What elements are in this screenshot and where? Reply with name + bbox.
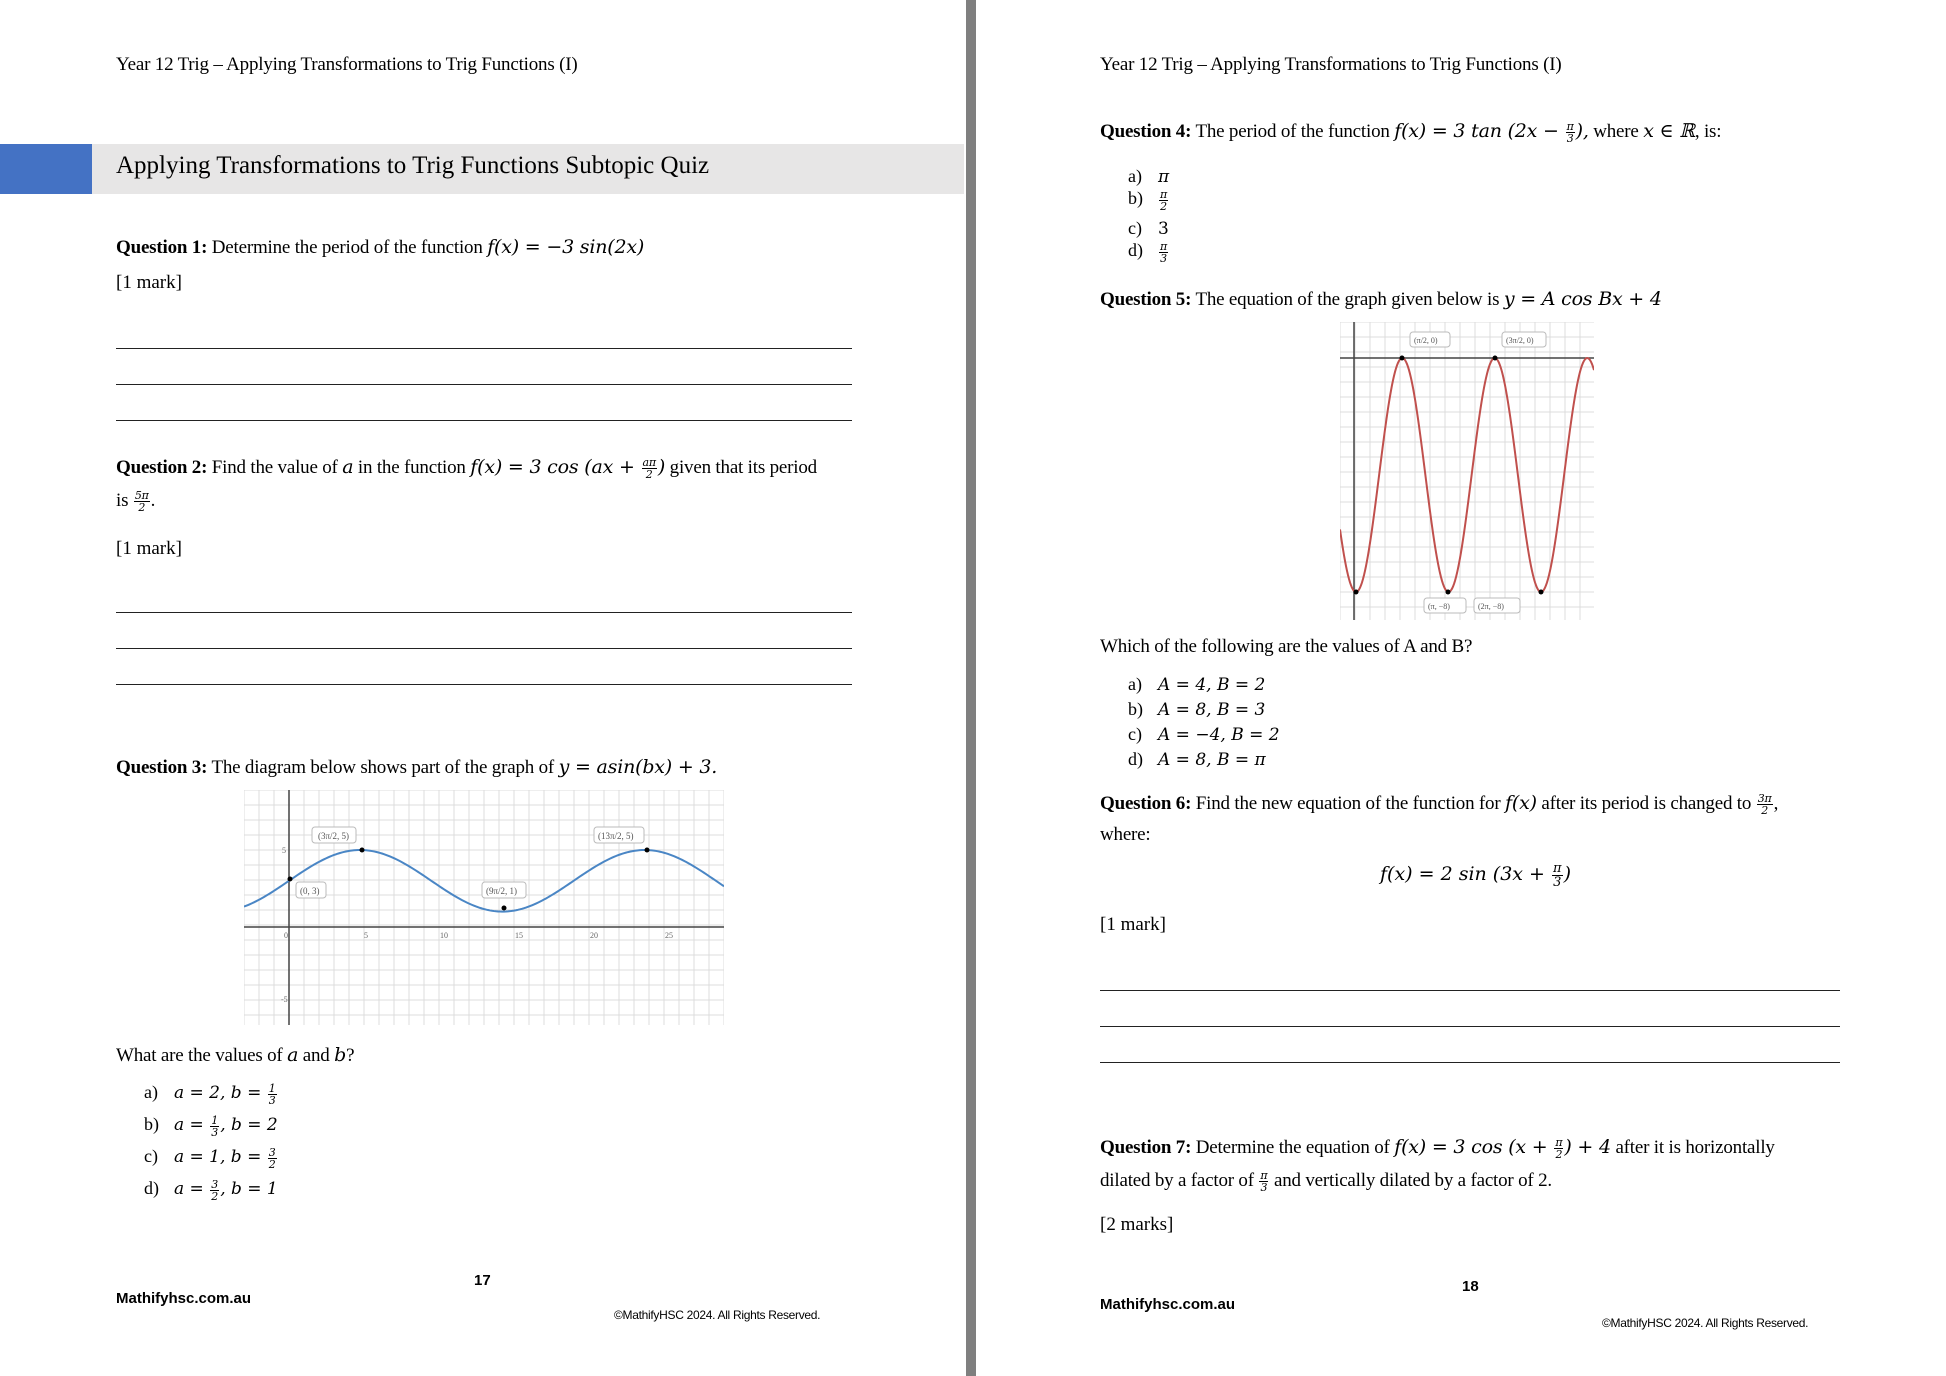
option-letter: b) bbox=[1128, 699, 1143, 719]
question-6-marks: [1 mark] bbox=[1100, 914, 1166, 935]
question-7-line2 bbox=[1100, 1170, 1552, 1193]
page-18 bbox=[976, 0, 1946, 1376]
point-marker bbox=[360, 848, 365, 853]
question-6-text: , bbox=[1773, 793, 1779, 814]
answer-line[interactable] bbox=[116, 384, 852, 385]
question-2-label: Question 2: bbox=[116, 457, 208, 478]
option-text: A = 8, B = π bbox=[1158, 750, 1266, 770]
tick-label: 25 bbox=[665, 931, 673, 940]
option-text: a = 1, b = bbox=[174, 1147, 267, 1167]
question-7 bbox=[1100, 1136, 1775, 1160]
banner-accent bbox=[0, 144, 92, 194]
point-marker bbox=[288, 877, 293, 882]
fraction-denominator: 3 bbox=[268, 1093, 276, 1107]
question-2-fraction bbox=[642, 457, 657, 480]
question-7-label: Question 7: bbox=[1100, 1137, 1192, 1158]
question-6-label: Question 6: bbox=[1100, 793, 1192, 814]
option-text: π bbox=[1158, 167, 1170, 187]
fraction-numerator: 3π bbox=[1757, 792, 1772, 806]
option-letter: c) bbox=[144, 1146, 158, 1166]
point-marker bbox=[1493, 356, 1498, 361]
option-text: A = −4, B = 2 bbox=[1158, 725, 1280, 745]
question-2-expr: ) bbox=[657, 456, 666, 478]
question-4-text: , is: bbox=[1694, 121, 1722, 142]
prompt-var: b bbox=[334, 1044, 347, 1066]
prompt-var: a bbox=[287, 1044, 299, 1066]
tick-label: 15 bbox=[515, 931, 523, 940]
question-7-fraction bbox=[1554, 1137, 1563, 1160]
point-marker bbox=[502, 906, 507, 911]
point-label: (π/2, 0) bbox=[1414, 336, 1438, 345]
point-marker bbox=[1539, 590, 1544, 595]
page-divider bbox=[966, 0, 976, 1376]
dilation-fraction bbox=[1259, 1170, 1268, 1193]
fraction-denominator: 3 bbox=[1160, 251, 1168, 265]
question-1 bbox=[116, 236, 644, 259]
option-fraction bbox=[268, 1083, 277, 1106]
page-17 bbox=[0, 0, 966, 1376]
tick-label: -5 bbox=[281, 995, 288, 1004]
fraction-numerator: 5π bbox=[134, 489, 149, 503]
question-2-text: Find the value of bbox=[207, 457, 343, 478]
question-7-text: dilated by a factor of bbox=[1100, 1170, 1259, 1191]
option-b[interactable] bbox=[1128, 699, 1265, 720]
option-a[interactable] bbox=[1128, 166, 1169, 187]
option-letter: b) bbox=[1128, 188, 1143, 208]
question-3-label: Question 3: bbox=[116, 757, 208, 778]
option-letter: c) bbox=[1128, 218, 1142, 238]
option-text: a = bbox=[174, 1179, 210, 1199]
point-label: (2π, −8) bbox=[1478, 602, 1504, 611]
question-2-line2: is $\frac{5\pi}{2}$ . bbox=[116, 489, 156, 515]
question-4-text: The period of the function bbox=[1191, 121, 1395, 142]
point-label: (9π/2, 1) bbox=[486, 886, 518, 896]
prompt-text: ? bbox=[346, 1045, 355, 1066]
fraction-numerator: 3 bbox=[211, 1177, 219, 1191]
option-fraction bbox=[210, 1179, 219, 1202]
point-label: (3π/2, 5) bbox=[318, 831, 350, 841]
question-6-where: where: bbox=[1100, 824, 1151, 845]
question-1-expr: f(x) = −3 sin(2x) bbox=[487, 236, 645, 258]
page-header: Year 12 Trig – Applying Transformations to Trig Functions (I) bbox=[1100, 54, 1562, 75]
question-6-display-equation bbox=[1380, 862, 1571, 889]
option-text: A = 4, B = 2 bbox=[1158, 675, 1266, 695]
question-3 bbox=[116, 756, 717, 779]
option-letter: a) bbox=[144, 1082, 158, 1102]
fraction-denominator: 2 bbox=[1761, 804, 1769, 818]
display-expr: f(x) = 2 sin (3x + bbox=[1380, 862, 1552, 885]
cosine-curve bbox=[1340, 358, 1594, 592]
fraction-numerator: π bbox=[1553, 861, 1562, 876]
option-letter: d) bbox=[1128, 240, 1143, 260]
option-fraction bbox=[1159, 241, 1168, 264]
question-5-text: The equation of the graph given below is bbox=[1191, 289, 1504, 310]
option-text: , b = 1 bbox=[220, 1179, 278, 1199]
option-b[interactable] bbox=[144, 1114, 278, 1138]
fraction-denominator: 2 bbox=[645, 468, 653, 482]
option-text: a = bbox=[174, 1115, 210, 1135]
question-6-expr: f(x) bbox=[1505, 792, 1537, 814]
answer-line[interactable] bbox=[1100, 1062, 1840, 1063]
point-marker bbox=[1446, 590, 1451, 595]
period-fraction bbox=[134, 490, 150, 513]
tick-label: 10 bbox=[440, 931, 448, 940]
option-fraction bbox=[1159, 189, 1168, 212]
question-2 bbox=[116, 456, 817, 480]
question-7-expr: ) + 4 bbox=[1564, 1136, 1611, 1158]
option-c[interactable] bbox=[144, 1146, 278, 1170]
fraction-numerator: 1 bbox=[211, 1113, 219, 1127]
fraction-numerator: π bbox=[1566, 120, 1574, 134]
tick-label: 20 bbox=[590, 931, 598, 940]
question-4-text: where bbox=[1588, 121, 1644, 142]
option-text: , b = 2 bbox=[220, 1115, 278, 1135]
option-letter: b) bbox=[144, 1114, 159, 1134]
fraction-numerator: π bbox=[1260, 1169, 1268, 1183]
answer-line[interactable] bbox=[1100, 1026, 1840, 1027]
tick-label: 0 bbox=[284, 931, 288, 940]
point-label: (π, −8) bbox=[1428, 602, 1450, 611]
footer-copyright: ©MathifyHSC 2024. All Rights Reserved. bbox=[1602, 1316, 1809, 1330]
question-7-text: and vertically dilated by a factor of 2. bbox=[1269, 1170, 1552, 1191]
fraction-numerator: 3 bbox=[268, 1145, 276, 1159]
question-2-var: a bbox=[342, 456, 354, 478]
option-a[interactable] bbox=[144, 1082, 278, 1106]
option-a[interactable] bbox=[1128, 674, 1265, 695]
prompt-text: and bbox=[298, 1045, 335, 1066]
question-3-prompt bbox=[116, 1044, 354, 1067]
point-marker bbox=[1400, 356, 1405, 361]
fraction-numerator: π bbox=[1160, 187, 1168, 201]
display-fraction bbox=[1552, 862, 1563, 889]
option-c[interactable] bbox=[1128, 218, 1169, 239]
tick-label: 5 bbox=[364, 931, 368, 940]
answer-line[interactable] bbox=[116, 420, 852, 421]
question-1-marks: [1 mark] bbox=[116, 272, 182, 293]
tick-label: 5 bbox=[282, 846, 286, 855]
answer-line[interactable] bbox=[116, 348, 852, 349]
point-label: (13π/2, 5) bbox=[598, 831, 634, 841]
option-fraction bbox=[268, 1147, 277, 1170]
option-letter: a) bbox=[1128, 674, 1142, 694]
option-letter: d) bbox=[144, 1178, 159, 1198]
option-d[interactable] bbox=[144, 1178, 278, 1202]
page-header: Year 12 Trig – Applying Transformations to Trig Functions (I) bbox=[116, 54, 578, 75]
question-4 bbox=[1100, 120, 1721, 144]
footer-site[interactable]: Mathifyhsc.com.au bbox=[1100, 1296, 1236, 1313]
fraction-numerator: π bbox=[1555, 1136, 1563, 1150]
question-6-text: after its period is changed to bbox=[1536, 793, 1756, 814]
sine-graph bbox=[244, 790, 724, 1025]
question-4-expr: ), bbox=[1575, 120, 1589, 142]
option-fraction bbox=[210, 1115, 219, 1138]
cosine-graph bbox=[1340, 322, 1594, 620]
fraction-numerator: π bbox=[1160, 239, 1168, 253]
fraction-denominator: 3 bbox=[211, 1125, 219, 1139]
option-c[interactable] bbox=[1128, 724, 1280, 745]
point-label: (3π/2, 0) bbox=[1506, 336, 1534, 345]
question-3-expr: y = asin(bx) + 3. bbox=[558, 756, 718, 778]
fraction-denominator: 3 bbox=[1566, 132, 1574, 146]
question-5-prompt: Which of the following are the values of A and B? bbox=[1100, 636, 1473, 657]
option-text: a = 2, b = bbox=[174, 1083, 267, 1103]
question-5 bbox=[1100, 288, 1662, 311]
question-4-label: Question 4: bbox=[1100, 121, 1192, 142]
display-expr: ) bbox=[1563, 862, 1571, 885]
answer-line[interactable] bbox=[1100, 990, 1840, 991]
question-5-label: Question 5: bbox=[1100, 289, 1192, 310]
footer-site[interactable]: Mathifyhsc.com.au bbox=[116, 1290, 252, 1307]
question-5-expr: y = A cos Bx + 4 bbox=[1503, 288, 1662, 310]
fraction-denominator: 2 bbox=[1555, 1148, 1563, 1162]
page-number: 17 bbox=[474, 1272, 491, 1289]
option-d[interactable] bbox=[1128, 240, 1169, 264]
question-4-expr: f(x) = 3 tan (2x − bbox=[1394, 120, 1565, 142]
answer-line[interactable] bbox=[116, 684, 852, 685]
question-6-fraction bbox=[1757, 793, 1773, 816]
fraction-denominator: 2 bbox=[211, 1189, 219, 1203]
question-7-text: Determine the equation of bbox=[1191, 1137, 1395, 1158]
option-text: A = 8, B = 3 bbox=[1158, 700, 1266, 720]
option-letter: a) bbox=[1128, 166, 1142, 186]
option-letter: d) bbox=[1128, 749, 1143, 769]
fraction-denominator: 2 bbox=[138, 501, 146, 515]
question-7-expr: f(x) = 3 cos (x + bbox=[1394, 1136, 1554, 1158]
point-label: (0, 3) bbox=[300, 886, 320, 896]
point-marker bbox=[1354, 590, 1359, 595]
option-text: 3 bbox=[1158, 219, 1169, 239]
question-2-text: is bbox=[116, 490, 133, 511]
page-number: 18 bbox=[1462, 1278, 1479, 1295]
footer-copyright: ©MathifyHSC 2024. All Rights Reserved. bbox=[614, 1308, 821, 1322]
fraction-denominator: 3 bbox=[1553, 875, 1562, 890]
question-2-marks: [1 mark] bbox=[116, 538, 182, 559]
question-4-domain: x ∈ ℝ bbox=[1643, 120, 1695, 142]
question-6 bbox=[1100, 792, 1778, 816]
fraction-numerator: 1 bbox=[268, 1081, 276, 1095]
question-3-text: The diagram below shows part of the graph of bbox=[207, 757, 559, 778]
question-1-text: Determine the period of the function bbox=[207, 237, 488, 258]
question-4-fraction bbox=[1566, 121, 1575, 144]
question-7-text: after it is horizontally bbox=[1610, 1137, 1775, 1158]
fraction-denominator: 2 bbox=[1160, 199, 1168, 213]
question-2-text: in the function bbox=[353, 457, 471, 478]
question-2-expr: f(x) = 3 cos (ax + bbox=[470, 456, 641, 478]
question-1-label: Question 1: bbox=[116, 237, 208, 258]
option-d[interactable] bbox=[1128, 749, 1266, 770]
question-2-text: given that its period bbox=[665, 457, 817, 478]
fraction-denominator: 2 bbox=[268, 1157, 276, 1171]
answer-line[interactable] bbox=[116, 612, 852, 613]
fraction-numerator: aπ bbox=[642, 456, 656, 470]
answer-line[interactable] bbox=[116, 648, 852, 649]
option-b[interactable] bbox=[1128, 188, 1169, 212]
quiz-title: Applying Transformations to Trig Functions Subtopic Quiz bbox=[116, 152, 710, 179]
question-7-marks: [2 marks] bbox=[1100, 1214, 1174, 1235]
fraction-denominator: 3 bbox=[1260, 1181, 1268, 1195]
prompt-text: What are the values of bbox=[116, 1045, 288, 1066]
question-6-text: Find the new equation of the function for bbox=[1191, 793, 1506, 814]
point-marker bbox=[645, 848, 650, 853]
option-letter: c) bbox=[1128, 724, 1142, 744]
